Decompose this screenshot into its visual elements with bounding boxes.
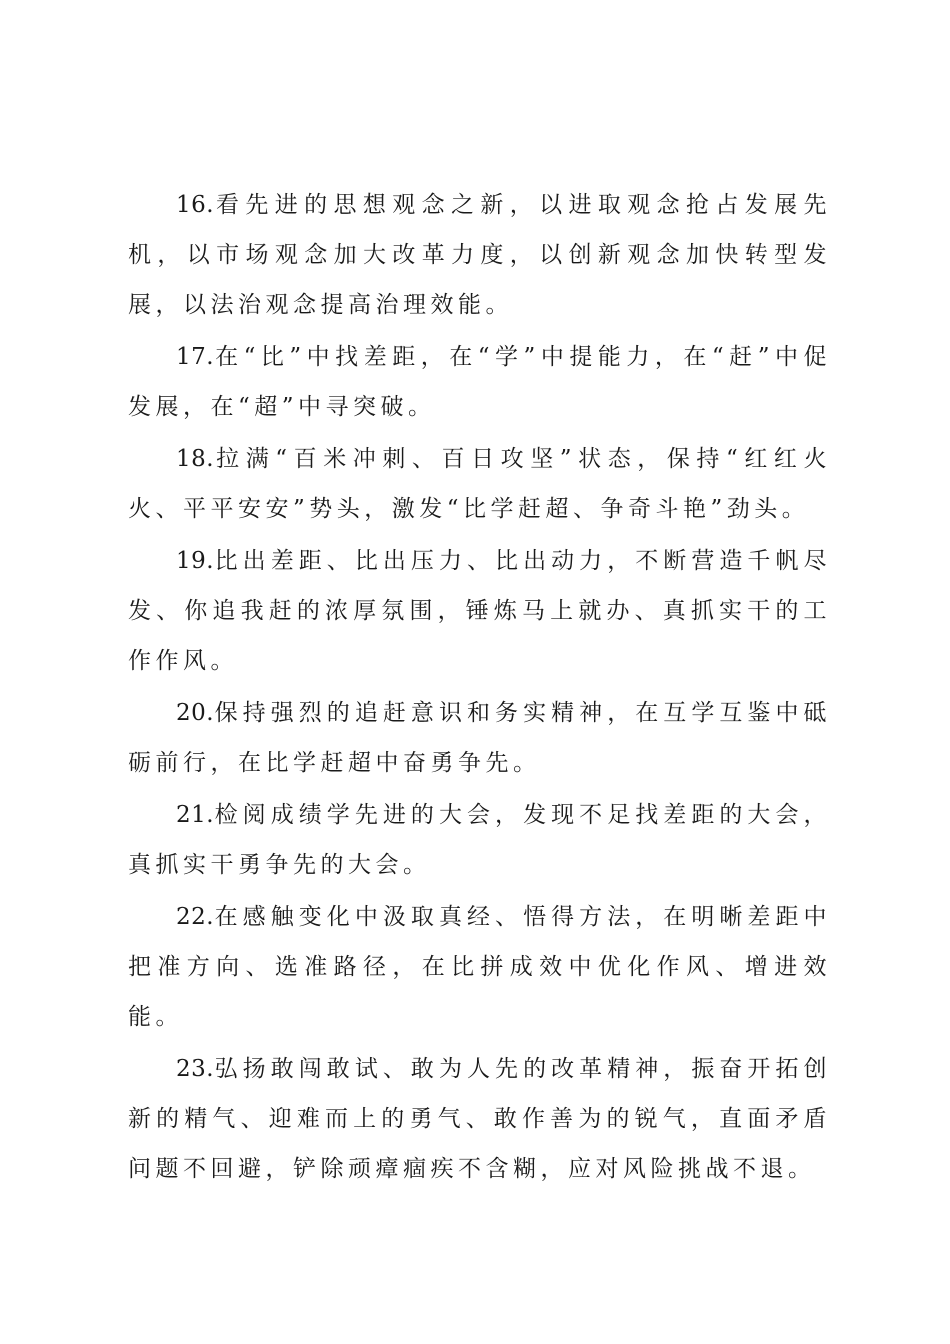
paragraph-number: 20. (176, 700, 215, 726)
paragraph-number: 21. (176, 802, 215, 828)
paragraph-text: 弘扬敢闯敢试、敢为人先的改革精神，振奋开拓创新的精气、迎难而上的勇气、敢作善为的锐气，直面矛盾问题不回避，铲除顽瘴痼疾不含糊，应对风险挑战不退。 (128, 1056, 831, 1182)
paragraph-number: 16. (176, 192, 215, 218)
paragraph-number: 17. (176, 344, 215, 370)
paragraph-19 (128, 536, 831, 686)
paragraph-number: 19. (176, 548, 215, 574)
paragraph-number: 22. (176, 904, 215, 930)
paragraph-16 (128, 180, 831, 330)
paragraph-text: 保持强烈的追赶意识和务实精神，在互学互鉴中砥砺前行，在比学赶超中奋勇争先。 (128, 700, 831, 776)
paragraph-text: 检阅成绩学先进的大会，发现不足找差距的大会，真抓实干勇争先的大会。 (128, 802, 831, 878)
paragraph-20 (128, 688, 831, 788)
paragraph-17 (128, 332, 831, 432)
paragraph-text: 在感触变化中汲取真经、悟得方法，在明晰差距中把准方向、选准路径，在比拼成效中优化作风、增进效能。 (128, 904, 831, 1030)
paragraph-text: 拉满“百米冲刺、百日攻坚”状态，保持“红红火火、平平安安”势头，激发“比学赶超、争奇斗艳”劲头。 (128, 446, 831, 522)
paragraph-text: 在“比”中找差距，在“学”中提能力，在“赶”中促发展，在“超”中寻突破。 (128, 344, 831, 420)
paragraph-23 (128, 1044, 831, 1194)
paragraph-text: 比出差距、比出压力、比出动力，不断营造千帆尽发、你追我赶的浓厚氛围，锤炼马上就办、真抓实干的工作作风。 (128, 548, 831, 674)
paragraph-18 (128, 434, 831, 534)
paragraph-text: 看先进的思想观念之新，以进取观念抢占发展先机，以市场观念加大改革力度，以创新观念加快转型发展，以法治观念提高治理效能。 (128, 192, 831, 318)
paragraph-21 (128, 790, 831, 890)
paragraph-number: 23. (176, 1056, 215, 1082)
paragraph-22 (128, 892, 831, 1042)
document-body (128, 180, 831, 1196)
paragraph-number: 18. (176, 446, 215, 472)
